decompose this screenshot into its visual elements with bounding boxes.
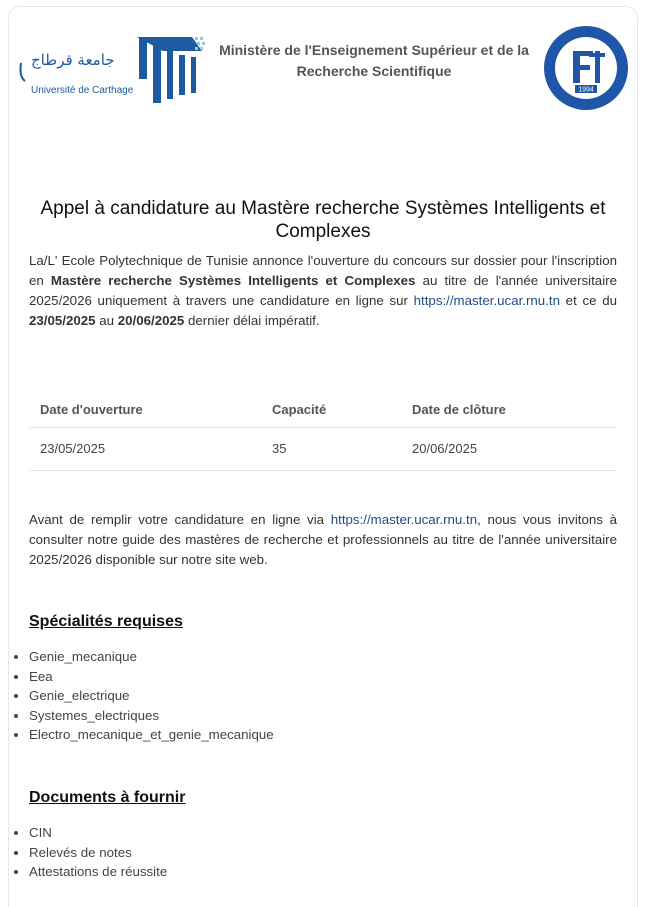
table-row <box>29 428 617 471</box>
list-item: • Genie_mecanique <box>29 647 274 667</box>
documents-title: Documents à fournir <box>29 789 186 806</box>
dates-table <box>29 390 617 471</box>
svg-text:Université de Carthage: Université de Carthage <box>31 85 134 96</box>
master-portal-link-2[interactable]: https://master.ucar.rnu.tn <box>330 512 478 527</box>
list-item: • Relevés de notes <box>29 843 167 863</box>
program-name: Mastère recherche Systèmes Intelligents et Complexes <box>50 273 416 288</box>
list-item: • Genie_electrique <box>29 686 274 706</box>
master-portal-link[interactable]: https://master.ucar.rnu.tn <box>413 293 560 308</box>
guide-paragraph: Avant de remplir votre candidature en ligne via https://master.ucar.rnu.tn, nous vous invitons à consulter notre guide des mastères de recherche et professionnels au titre de l'année universitaire 2025/2026 disponible sur notre site web. <box>29 512 618 567</box>
header <box>9 7 637 117</box>
header-date-ouverture: Date d'ouverture <box>40 402 143 417</box>
intro-paragraph: La/L' Ecole Polytechnique de Tunisie annonce l'ouverture du concours sur dossier pour l'inscription en Mastère recherche Systèmes Intelligents et Complexes au titre de l'année universitaire 2025/2026 uniquement à travers une candidature en ligne sur https://master.ucar.rnu.tn et ce du 23/05/2025 au 20/06/2025 dernier délai impératif. <box>29 253 617 328</box>
page-title: Appel à candidature au Mastère recherche Systèmes Intelligents et Complexes <box>40 198 606 242</box>
svg-text:1994: 1994 <box>578 86 594 94</box>
cell-capacite: 35 <box>272 441 287 456</box>
ecole-polytechnique-logo <box>543 25 629 111</box>
header-capacite: Capacité <box>272 402 327 417</box>
open-date: 23/05/2025 <box>29 313 96 328</box>
specialites-title: Spécialités requises <box>29 613 183 630</box>
specialites-list <box>9 647 274 745</box>
list-item: • Eea <box>29 667 274 687</box>
universite-de-carthage-logo <box>17 33 207 103</box>
svg-text:جامعة قرطاج: جامعة قرطاج <box>31 51 115 69</box>
list-item: • CIN <box>29 823 167 843</box>
table-header <box>29 390 617 428</box>
documents-list <box>9 823 167 882</box>
cell-date-ouverture: 23/05/2025 <box>40 441 106 456</box>
document-card <box>8 6 638 907</box>
list-item: • Attestations de réussite <box>29 862 167 882</box>
cell-date-cloture: 20/06/2025 <box>412 441 478 456</box>
ministry-name: Ministère de l'Enseignement Supérieur et de la Recherche Scientifique <box>219 42 529 79</box>
header-date-cloture: Date de clôture <box>412 402 506 417</box>
close-date: 20/06/2025 <box>117 313 185 328</box>
list-item: • Systemes_electriques <box>29 706 274 726</box>
list-item: • Electro_mecanique_et_genie_mecanique <box>29 725 274 745</box>
